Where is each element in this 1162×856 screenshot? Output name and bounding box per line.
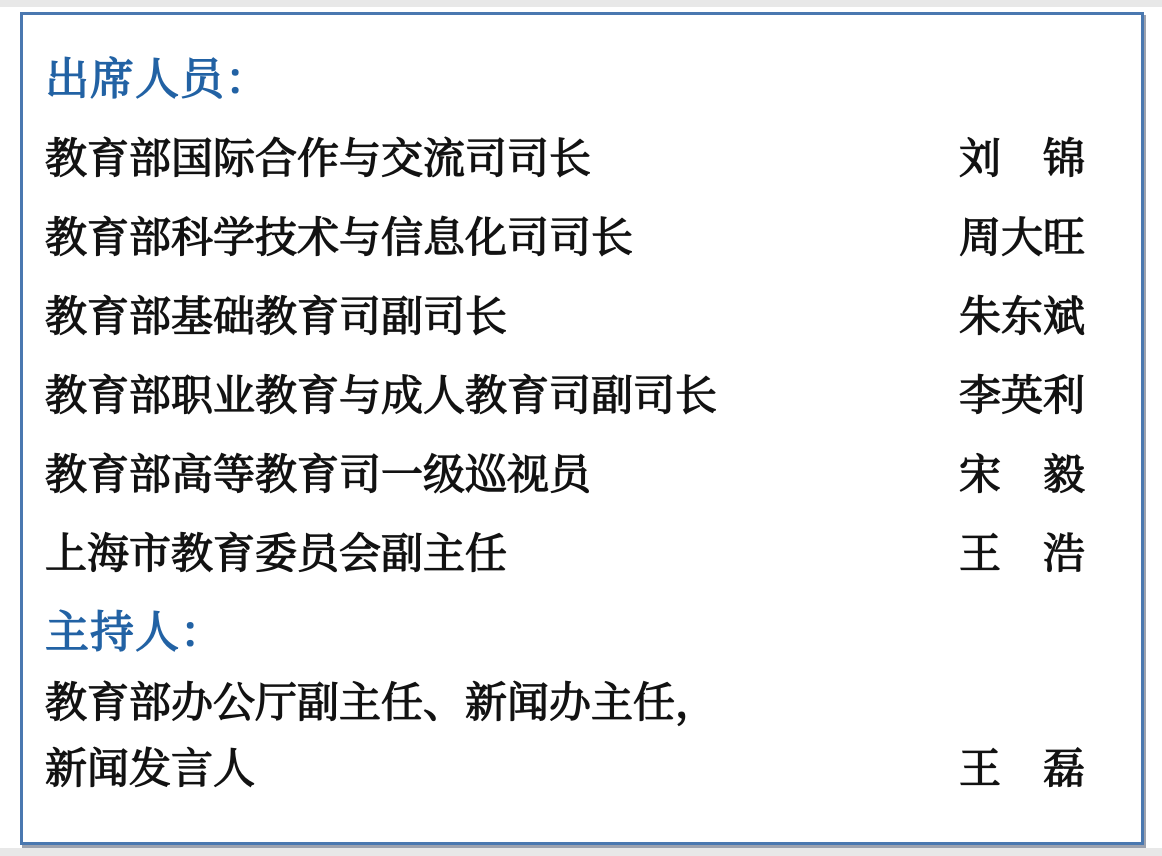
- host-title-line2: 新闻发言人: [45, 745, 256, 792]
- page-bottom-edge: [0, 848, 1162, 856]
- attendee-title: 教育部国际合作与交流司司长: [45, 135, 592, 182]
- attendee-name: 王 浩: [958, 530, 1085, 577]
- attendee-name: 朱东斌: [958, 293, 1085, 340]
- host-heading: 主持人：: [45, 608, 225, 657]
- attendee-row: [45, 452, 1085, 498]
- attendee-name: 宋 毅: [958, 451, 1085, 498]
- host-title-line1: 教育部办公厅副主任、新闻办主任，: [45, 679, 718, 726]
- attendee-row: [45, 373, 1085, 419]
- attendees-heading: 出席人员：: [45, 55, 270, 104]
- attendee-row: [45, 531, 1085, 577]
- attendee-title: 教育部基础教育司副司长: [45, 293, 508, 340]
- attendee-title: 教育部科学技术与信息化司司长: [45, 214, 634, 261]
- content-frame: [20, 12, 1144, 845]
- attendee-row: [45, 294, 1085, 340]
- host-name: 王 磊: [958, 745, 1085, 792]
- host-row: [45, 746, 1085, 792]
- attendee-name: 周大旺: [958, 214, 1085, 261]
- attendee-title: 上海市教育委员会副主任: [45, 530, 508, 577]
- attendee-title: 教育部职业教育与成人教育司副司长: [45, 372, 718, 419]
- attendee-row: [45, 215, 1085, 261]
- page-top-edge: [0, 0, 1162, 7]
- attendee-row: [45, 136, 1085, 182]
- attendee-name: 刘 锦: [958, 135, 1085, 182]
- attendee-name: 李英利: [958, 372, 1085, 419]
- attendee-title: 教育部高等教育司一级巡视员: [45, 451, 592, 498]
